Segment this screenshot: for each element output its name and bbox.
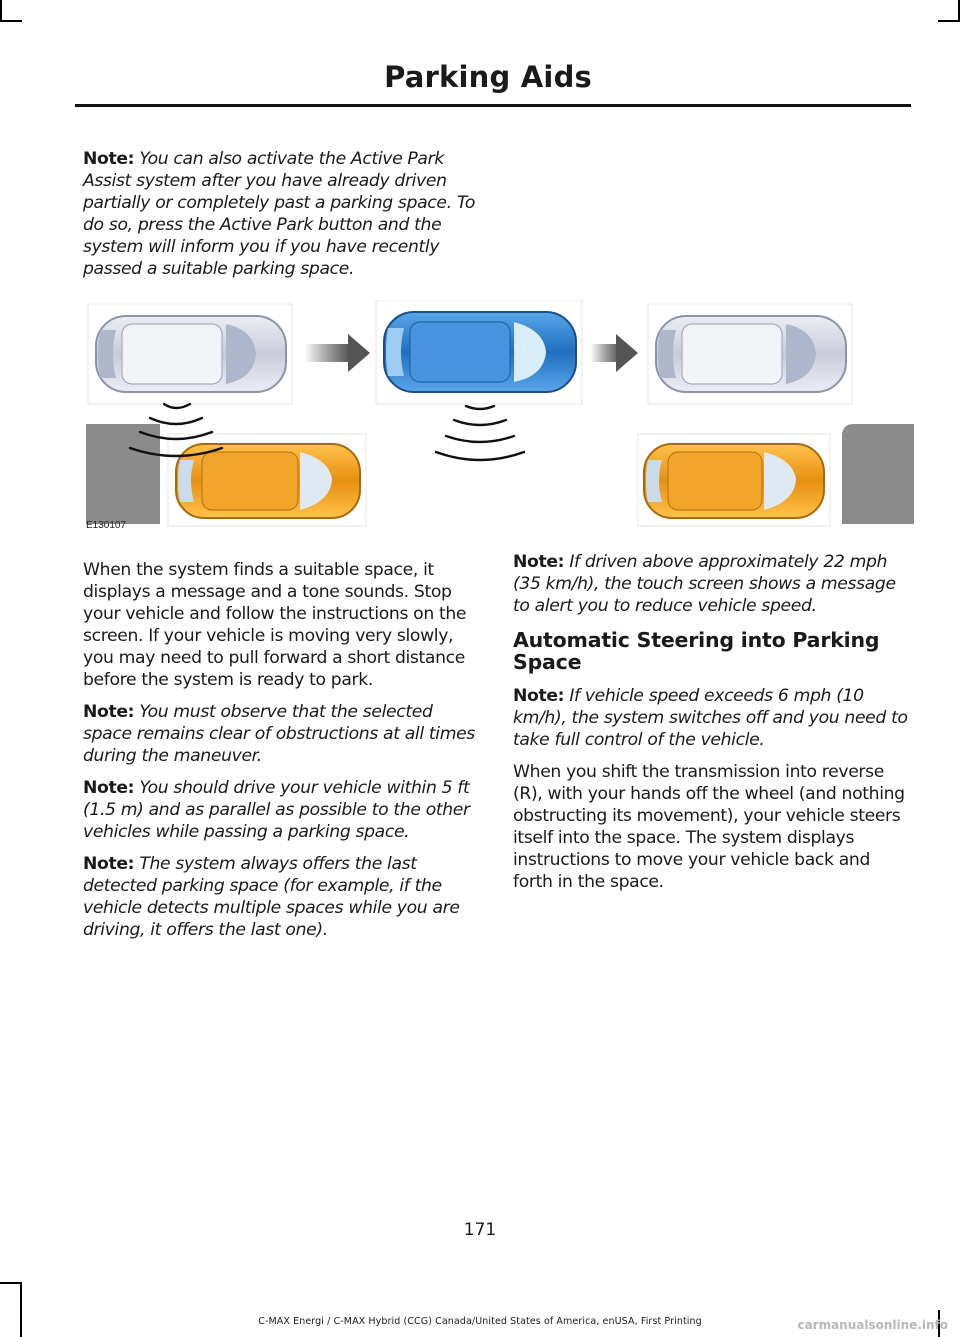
arrow-right-icon <box>590 334 638 372</box>
note <box>83 853 478 941</box>
left-column <box>83 559 478 951</box>
footer-text: C-MAX Energi / C-MAX Hybrid (CCG) Canada/United States of America, enUSA, First Printing <box>258 1316 702 1327</box>
note <box>513 685 908 751</box>
note-text: You should drive your vehicle within 5 ft (1.5 m) and as parallel as possible to the other vehicles while passing a parking space. <box>83 778 470 842</box>
crop-mark <box>0 1282 22 1284</box>
note-label: Note: <box>513 686 565 706</box>
note <box>83 701 478 767</box>
body-paragraph: When you shift the transmission into reverse (R), with your hands off the wheel (and nothing obstructing its movement), your vehicle steers itself into the space. The system displays instructions to move your vehicle back and forth in the space. <box>513 762 905 892</box>
figure-code: E130107 <box>86 520 127 531</box>
curb-left <box>86 424 160 524</box>
curb-right <box>842 424 914 524</box>
note-text: You can also activate the Active Park Assist system after you have already driven partially or completely past a parking space. To do so, press the Active Park button and the system will inform you if you have recently passed a suitable parking space. <box>83 149 476 279</box>
right-column <box>513 551 908 903</box>
parking-illustration <box>86 300 914 532</box>
watermark: carmanualsonline.info <box>797 1318 948 1332</box>
page-title: Parking Aids <box>384 60 592 94</box>
crop-mark <box>20 1282 22 1337</box>
sensor-wave-icon <box>436 406 524 460</box>
top-note <box>83 148 478 290</box>
orange-car-right <box>638 434 830 526</box>
note-label: Note: <box>83 702 135 722</box>
note-text: If driven above approximately 22 mph (35 km/h), the touch screen shows a message to alert you to reduce vehicle speed. <box>513 552 896 616</box>
note-text: If vehicle speed exceeds 6 mph (10 km/h), the system switches off and you need to take full control of the vehicle. <box>513 686 908 750</box>
orange-car-left <box>168 434 366 526</box>
section-heading: Automatic Steering into Parking Space <box>513 628 880 674</box>
parking-figure <box>86 300 914 532</box>
blue-car-center <box>376 300 582 404</box>
note-text: You must observe that the selected space remains clear of obstructions at all times during the maneuver. <box>83 702 475 766</box>
note <box>83 777 478 843</box>
crop-mark <box>0 20 22 22</box>
note-text: The system always offers the last detected parking space (for example, if the vehicle detects multiple spaces while you are driving, it offers the last one). <box>83 854 460 940</box>
silver-car-left <box>88 304 292 404</box>
arrow-right-icon <box>304 334 370 372</box>
note-label: Note: <box>83 149 135 169</box>
crop-mark <box>0 0 2 22</box>
note <box>513 551 908 617</box>
header-rule <box>75 104 911 107</box>
note-label: Note: <box>513 552 565 572</box>
crop-mark <box>938 20 960 22</box>
silver-car-right <box>648 304 852 404</box>
page-number: 171 <box>463 1220 497 1240</box>
note-label: Note: <box>83 854 135 874</box>
body-paragraph: When the system finds a suitable space, it displays a message and a tone sounds. Stop your vehicle and follow the instructions on the screen. If your vehicle is moving very slowly, you may need to pull forward a short distance before the system is ready to park. <box>83 560 467 690</box>
note-label: Note: <box>83 778 135 798</box>
